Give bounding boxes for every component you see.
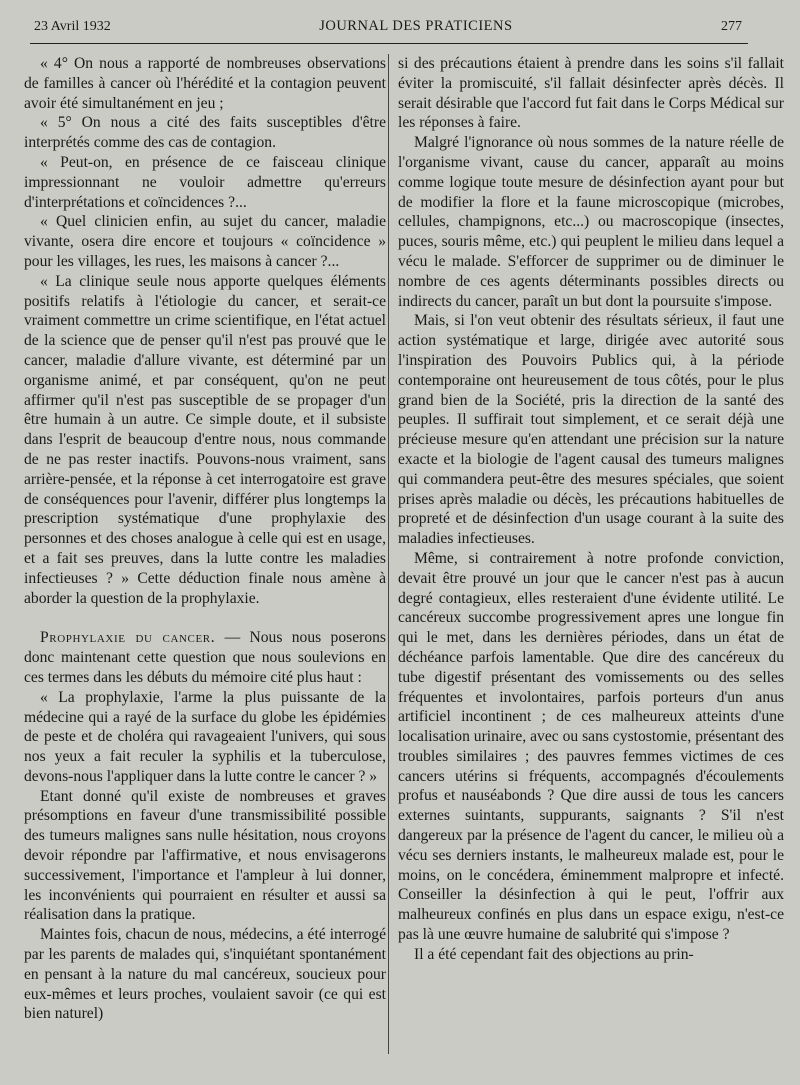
header-rule xyxy=(30,43,748,44)
paragraph: Il a été cependant fait des objections au prin- xyxy=(414,945,694,963)
section-paragraph xyxy=(24,628,386,687)
paragraph: « Quel clinicien enfin, au sujet du cancer, maladie vivante, osera dire encore et toujours « coïncidence » pour les villages, les rues, les maisons à cancer ?... xyxy=(24,213,386,270)
header-date: 23 Avril 1932 xyxy=(34,19,111,34)
paragraph: Mais, si l'on veut obtenir des résultats sérieux, il faut une action systématique et large, dirigée avec autorité sous l'inspiration des Pouvoirs Publics qui, à la période contemporaine ont heureusement de tous côtés, pour le plus grand bien de la Société, pris la direction de la santé des peuples. Il suffirait tout simplement, et ce serait déjà une précieuse mesure qu'en attendant une précision sur la nature exacte et la biologie de l'agent causal des tumeurs malignes qui commandera peut-être des mesures spéciales, que soient prises après maladie ou décès, les précautions habituelles de propreté et de désinfection d'un usage courant à la suite des maladies infectieuses. xyxy=(398,312,784,548)
column-divider xyxy=(388,54,389,1054)
paragraph: « 4° On nous a rapporté de nombreuses observations de familles à cancer où l'hérédité et la contagion peuvent avoir été simultanément en jeu ; xyxy=(24,55,386,112)
header-journal-title: JOURNAL DES PRATICIENS xyxy=(319,18,513,34)
left-column xyxy=(24,54,386,1024)
paragraph: Malgré l'ignorance où nous sommes de la nature réelle de l'organisme vivant, cause du cancer, apparaît au moins comme logique toute mesure de désinfection ayant pour but de modifier la flore et la faune microscopique (microbes, cellules, champignons, etc...) ou macroscopique (insectes, puces, souris même, etc.) qui peuplent le milieu dans lequel a vécu le malade. S'efforcer de supprimer ou de diminuer le nombre de ces agents déterminants possibles directs ou indirects du cancer, paraît un but dont la poursuite s'impose. xyxy=(398,134,784,310)
paragraph: Etant donné qu'il existe de nombreuses et graves présomptions en faveur d'une transmissibilité possible des tumeurs malignes sans nulle hésitation, nous croyons devoir répondre par l'affirmative, et nous envisagerons successivement, l'importance et l'ampleur à lui donner, les inconvénients qui pourraient en résulter et aussi sa réalisation dans la pratique. xyxy=(24,787,386,924)
paragraph: « Peut-on, en présence de ce faisceau clinique impressionnant ne vouloir admettre qu'erreurs d'interprétations et coïncidences ?... xyxy=(24,153,386,211)
paragraph: « La clinique seule nous apporte quelques éléments positifs relatifs à l'étiologie du cancer, et serait-ce vraiment commettre un crime scientifique, en l'état actuel de la science que de penser qu'il n'est pas prouvé que le cancer, maladie d'allure vivante, est déterminé par un organisme animé, et par conséquent, qu'on ne peut affirmer qu'il n'est pas susceptible de se propager d'un être humain à un autre. Ce simple doute, et il subsiste dans l'esprit de beaucoup d'entre nous, nous commande de ne pas rester inactifs. Pouvons-nous vraiment, sans arrière-pensée, et la réponse à cet interrogatoire est grave de conséquences pour l'avenir, différer plus longtemps la prescription systématique d'une prophylaxie des personnes et des choses analogue à celle qui est en usage, et a fait ses preuves, dans la lutte contre les maladies infectieuses ? » Cette déduction finale nous amène à aborder la question de la prophylaxie. xyxy=(24,272,386,607)
running-header xyxy=(34,18,742,40)
paragraph: « La prophylaxie, l'arme la plus puissante de la médecine qui a rayé de la surface du globe les épidémies de peste et de choléra qui ravageaient l'univers, qui sous nos yeux a fait reculer la syphilis et la tuberculose, devons-nous l'appliquer dans la lutte contre le cancer ? » xyxy=(24,688,386,785)
paragraph: Maintes fois, chacun de nous, médecins, a été interrogé par les parents de malades qui, s'inquiétant spontanément en pensant à la nature du mal cancéreux, soucieux pour eux-mêmes et leurs proches, voulaient savoir (ce qui est bien naturel) xyxy=(24,926,386,1023)
paragraph: Même, si contrairement à notre profonde conviction, devait être prouvé un jour que le cancer n'est pas à aucun degré contagieux, elles resteraient d'une évidente utilité. Le cancéreux succombe progressivement apres une longue fin qui le met, dans les dernières périodes, dans un état de déchéance parfois lamentable. Que dire des cancéreux du tube digestif présentant des vomissements ou des selles fréquentes et involontaires, parfois porteurs d'un anus artificiel incontinent ; de ces malheureux atteints d'une localisation urinaire, avec ou sans cystostomie, présentant des troubles similaires ; des pauvres femmes victimes de ces cancers utérins si fréquents, accompagnés d'écoulements profus et nauséabonds ? Que dire aussi de tous les cancers externes suintants, suppurants, saignants ? S'il n'est dangereux par la présence de l'agent du cancer, le milieu où a vécu ses derniers instants, le malheureux malade est, pour le moins, on le concédera, éminemment malpropre et infecté. Conseiller la désinfection à qui le peut, l'offrir aux malheureux confinés en plus dans un espace exigu, n'est-ce pas là une œuvre humaine de salubrité qui s'impose ? xyxy=(398,549,784,944)
section-title: Prophylaxie du cancer. xyxy=(40,629,216,647)
right-column xyxy=(398,54,784,965)
paragraph: si des précautions étaient à prendre dans les soins s'il fallait éviter la promiscuité, s'il fallait désinfecter après décès. Il serait désirable que l'accord fut fait dans le Corps Médical sur les réponses à faire. xyxy=(398,55,784,132)
header-page-number: 277 xyxy=(721,19,742,34)
paragraph: « 5° On nous a cité des faits susceptibles d'être interprétés comme des cas de contagion. xyxy=(24,114,386,152)
section-text: — Nous nous poserons donc maintenant cette question que nous soulevions en ces termes dans les débuts du mémoire cité plus haut : xyxy=(24,629,386,686)
